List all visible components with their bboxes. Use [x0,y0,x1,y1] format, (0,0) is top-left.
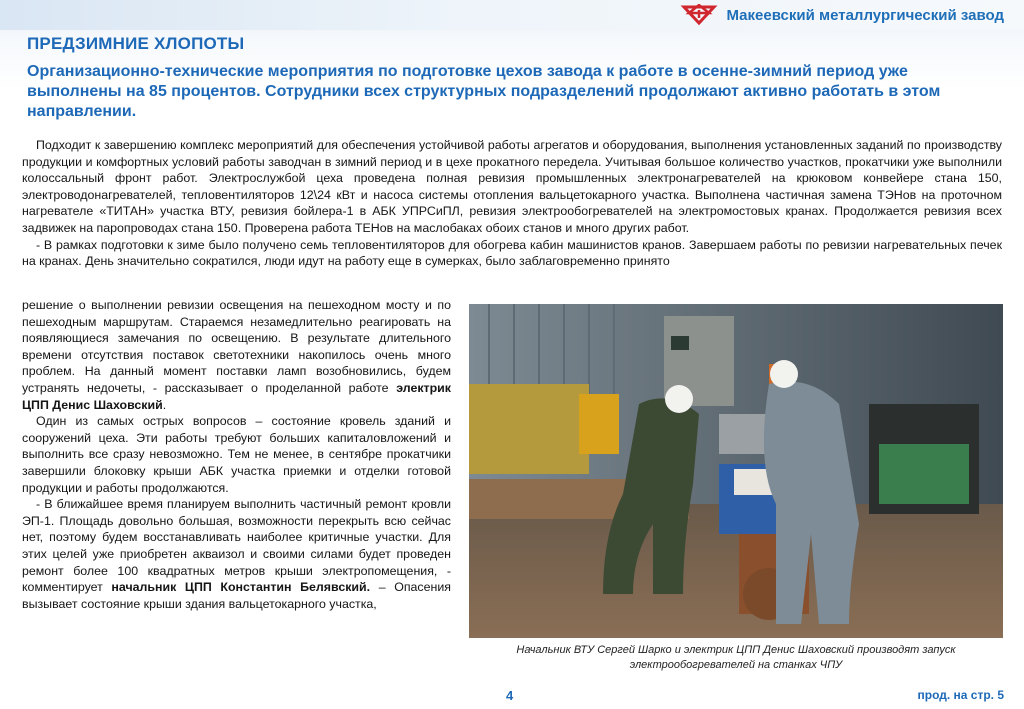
continued-link[interactable]: прод. на стр. 5 [917,688,1004,702]
mmz-logo-icon [680,4,718,26]
paragraph-3-text: решение о выполнении ревизии освещения на пешеходном мосту и по пешеходным маршрутам. Стараемся незамедлительно реагировать на появляющиеся замечания по освещению. В результате длительного времени отсутствия поставок светотехники накопилось очень много проблем. На данный момент поставки ламп возобновились, будем устранять недочеты, - рассказывает о проделанной работе [22,298,451,395]
lead-paragraph: Организационно-технические мероприятия по подготовке цехов завода к работе в осенне-зимний период уже выполнены на 85 процентов. Сотрудники всех структурных подразделений продолжают активно работать в этом направлении. [27,63,941,120]
paragraph-2: - В рамках подготовки к зиме было получено семь тепловентиляторов для обогрева кабин машинистов кранов. Завершаем работы по ревизии нагревательных печек на кранах. День значительно сократился, люди идут на работу еще в сумерках, было заблаговременно принято [22,237,1002,269]
paragraph-1: Подходит к завершению комплекс мероприятий для обеспечения устойчивой работы агрегатов и оборудования, выполнения установленных заданий по производству продукции и комфортных условий работы заводчан в зимний период и в цехе прокатного передела. Учитывая большое количество участков, прокатчики уже выполнили колоссальный фронт работ. Электрослужбой цеха проведена полная ревизия промышленных электронагревателей на крюковом конвейере стана 150, электроводонагревателей, тепловентиляторов 12\24 кВт и насоса системы отопления вальцетокарного участка. Выполнена частичная замена ТЭНов на проточном нагревателе «ТИТАН» участка ВТУ, ревизия бойлера-1 в АБК УПРСиПЛ, ревизия электрообогревателей на электромостовых кранах. Продолжается ревизия всех задвижек на паропроводах стана 150. Проверена работа ТЕНов на маслобаках обоих станов и много других работ. [22,138,1002,235]
brand [680,4,1004,26]
paragraph-5-tail: – Опасения вызывает состояние крыши здания вальцетокарного участка, [22,580,451,611]
paragraph-5-text: - В ближайшее время планируем выполнить частичный ремонт кровли ЭП-1. Площадь довольно большая, возможности перекрыть всю сейчас нет, поэтому будем восстанавливать наиболее критичные участки. Для этих целей уже приобретен акваизол и своими силами будет проведен ремонт более 100 квадратных метров крыши электропомещения, - комментирует [22,497,451,595]
paragraph-3: решение о выполнении ревизии освещения на пешеходном мосту и по пешеходным маршрутам. Стараемся незамедлительно реагировать на появляющиеся замечания по освещению. В результате длительного времени отсутствия поставок светотехники накопилось очень много проблем. На данный момент поставки ламп возобновились, будем устранять недочеты, - рассказывает о проделанной работе электрик ЦПП Денис Шаховский. [22,298,451,412]
page-number: 4 [506,688,514,703]
article-body-top [22,137,1002,270]
brand-name: Макеевский металлургический завод [726,6,1004,24]
section-title: ПРЕДЗИМНИЕ ХЛОПОТЫ [27,34,245,53]
author-shakhovsky: электрик ЦПП Денис Шаховский [22,380,451,412]
workshop-photo [469,304,1003,638]
paragraph-4: Один из самых острых вопросов – состояние кровель зданий и сооружений цеха. Эти работы требуют больших капиталовложений и выполнить все сразу невозможно. Тем не менее, в сентябре прокатчики завершили блоковку крыши АБК участка приемки и отделки готовой продукции и работы продолжаются. [22,414,451,495]
author-belyavsky: начальник ЦПП Константин Белявский. [111,580,371,595]
article-body-left [22,297,451,612]
photo-caption: Начальник ВТУ Сергей Шарко и электрик ЦПП Денис Шаховский производят запуск электрообогревателей на станках ЧПУ [469,638,1003,680]
paragraph-5 [22,496,451,612]
